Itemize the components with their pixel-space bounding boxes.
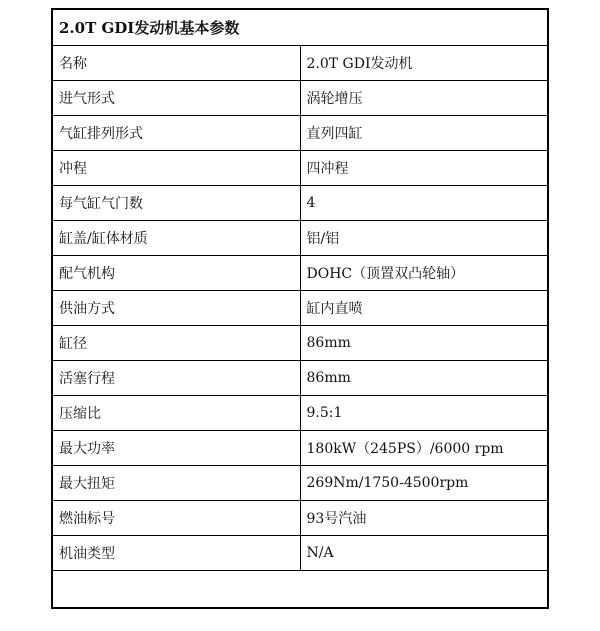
row-value: 9.5:1 <box>300 395 548 430</box>
table-row <box>52 360 548 395</box>
table-row <box>52 150 548 185</box>
row-label: 最大功率 <box>52 430 300 465</box>
row-value: 2.0T GDI发动机 <box>300 45 548 80</box>
row-value: 93号汽油 <box>300 500 548 535</box>
row-label: 缸径 <box>52 325 300 360</box>
row-label: 压缩比 <box>52 395 300 430</box>
row-label: 活塞行程 <box>52 360 300 395</box>
table-row <box>52 535 548 570</box>
row-label: 最大扭矩 <box>52 465 300 500</box>
row-label: 燃油标号 <box>52 500 300 535</box>
row-label: 供油方式 <box>52 290 300 325</box>
row-label: 进气形式 <box>52 80 300 115</box>
engine-spec-table <box>51 8 549 609</box>
row-label: 冲程 <box>52 150 300 185</box>
table-empty-row <box>52 570 548 608</box>
table-row <box>52 45 548 80</box>
table-row <box>52 395 548 430</box>
row-value: 直列四缸 <box>300 115 548 150</box>
row-label: 缸盖/缸体材质 <box>52 220 300 255</box>
table-title: 2.0T GDI发动机基本参数 <box>52 9 548 45</box>
table-row <box>52 465 548 500</box>
table-row <box>52 185 548 220</box>
row-label: 名称 <box>52 45 300 80</box>
table-row <box>52 220 548 255</box>
row-value: 86mm <box>300 325 548 360</box>
row-label: 每气缸气门数 <box>52 185 300 220</box>
row-value: 四冲程 <box>300 150 548 185</box>
table-row <box>52 115 548 150</box>
row-value: 铝/铝 <box>300 220 548 255</box>
row-value: DOHC（顶置双凸轮轴） <box>300 255 548 290</box>
table-row <box>52 80 548 115</box>
table-title-row <box>52 9 548 45</box>
empty-cell <box>52 570 548 608</box>
table-row <box>52 430 548 465</box>
row-label: 机油类型 <box>52 535 300 570</box>
table-row <box>52 255 548 290</box>
row-label: 配气机构 <box>52 255 300 290</box>
table-row <box>52 325 548 360</box>
row-value: 180kW（245PS）/6000 rpm <box>300 430 548 465</box>
row-value: 涡轮增压 <box>300 80 548 115</box>
row-value: 86mm <box>300 360 548 395</box>
row-value: N/A <box>300 535 548 570</box>
table-row <box>52 290 548 325</box>
row-value: 269Nm/1750-4500rpm <box>300 465 548 500</box>
row-value: 缸内直喷 <box>300 290 548 325</box>
row-label: 气缸排列形式 <box>52 115 300 150</box>
row-value: 4 <box>300 185 548 220</box>
table-row <box>52 500 548 535</box>
